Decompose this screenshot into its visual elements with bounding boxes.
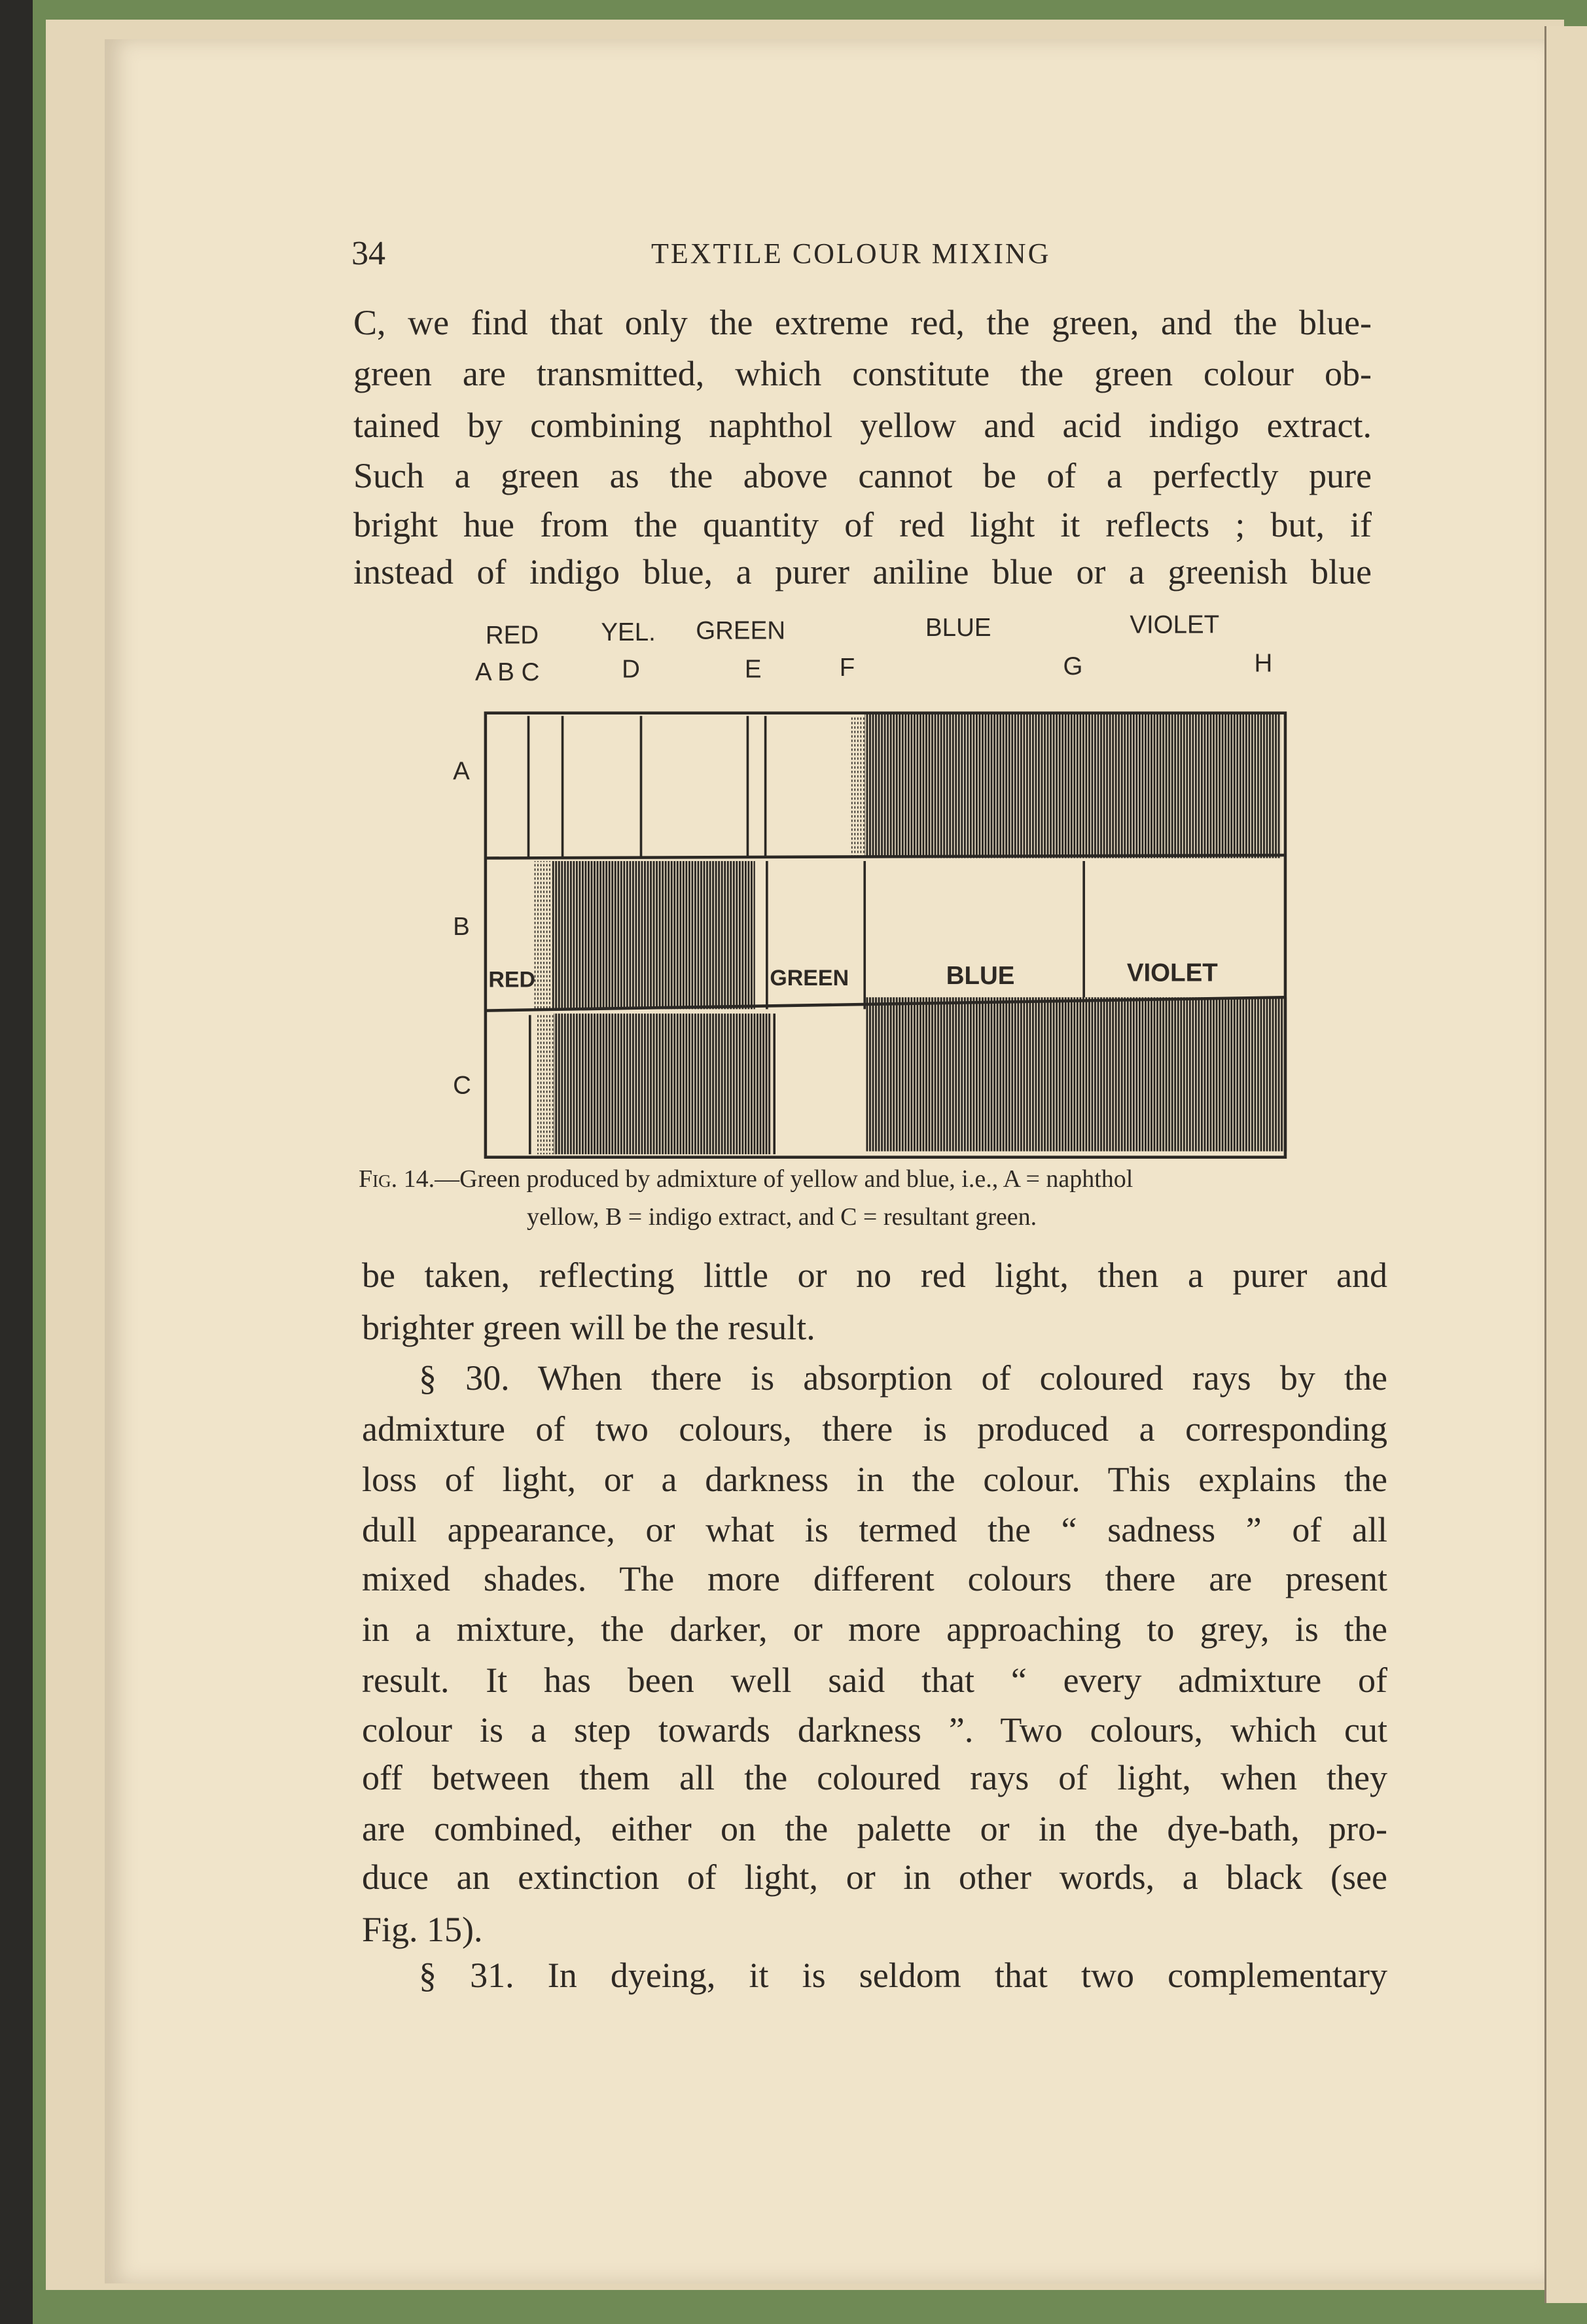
text-line: § 30. When there is absorption of coloured rays by the bbox=[419, 1358, 1387, 1398]
text-line: be taken, reflecting little or no red light, then a purer and bbox=[362, 1256, 1387, 1295]
text-line: mixed shades. The more different colours there are present bbox=[362, 1559, 1387, 1598]
text-line: loss of light, or a darkness in the colour. This explains the bbox=[362, 1460, 1387, 1499]
label-blue: BLUE bbox=[925, 614, 991, 643]
label-red: RED bbox=[485, 621, 539, 650]
line-label-h: H bbox=[1254, 649, 1273, 678]
line-label-d: D bbox=[622, 655, 640, 684]
line-label-abc: A B C bbox=[475, 658, 540, 686]
label-green: GREEN bbox=[696, 616, 786, 645]
text-line: Such a green as the above cannot be of a perfectly pure bbox=[353, 456, 1372, 495]
adjacent-page-edge bbox=[1544, 26, 1587, 2303]
text-line: brighter green will be the result. bbox=[362, 1308, 815, 1347]
running-title: TEXTILE COLOUR MIXING bbox=[651, 238, 1051, 270]
figure-caption bbox=[359, 1165, 1133, 1193]
band-label-green: GREEN bbox=[770, 966, 849, 991]
text-line: § 31. In dyeing, it is seldom that two complementary bbox=[419, 1956, 1387, 1995]
label-yellow: YEL. bbox=[601, 618, 656, 646]
line-label-e: E bbox=[744, 655, 762, 684]
text-line: admixture of two colours, there is produced a corresponding bbox=[362, 1409, 1387, 1449]
band-label-blue: BLUE bbox=[946, 961, 1015, 990]
row-a-naphthol-yellow bbox=[529, 713, 1281, 858]
line-label-f: F bbox=[839, 654, 855, 682]
page-number: 34 bbox=[351, 235, 385, 272]
text-line: tained by combining naphthol yellow and acid indigo extract. bbox=[353, 406, 1372, 445]
text-line: duce an extinction of light, or in other words, a black (see bbox=[362, 1857, 1387, 1897]
text-line: in a mixture, the darker, or more approaching to grey, is the bbox=[362, 1610, 1387, 1649]
row-label-b: B bbox=[453, 913, 470, 942]
text-line: colour is a step towards darkness ”. Two colours, which cut bbox=[362, 1710, 1387, 1750]
text-line: bright hue from the quantity of red light it reflects ; but, if bbox=[353, 505, 1372, 544]
caption-line-2: yellow, B = indigo extract, and C = resultant green. bbox=[527, 1203, 1037, 1231]
row-b-indigo-extract bbox=[488, 861, 1218, 1009]
text-line: green are transmitted, which constitute the green colour ob- bbox=[353, 354, 1372, 393]
band-label-red: RED bbox=[488, 967, 536, 993]
row-label-c: C bbox=[453, 1071, 471, 1100]
row-c-resultant-green bbox=[530, 997, 1287, 1154]
text-line: dull appearance, or what is termed the “ sadness ” of all bbox=[362, 1510, 1387, 1549]
line-label-g: G bbox=[1063, 652, 1083, 680]
text-line: Fig. 15). bbox=[362, 1910, 483, 1949]
text-line: off between them all the coloured rays of light, when they bbox=[362, 1758, 1387, 1797]
row-label-a: A bbox=[453, 757, 470, 786]
text-line: are combined, either on the palette or in the dye-bath, pro- bbox=[362, 1809, 1387, 1848]
text-line: result. It has been well said that “ every admixture of bbox=[362, 1661, 1387, 1700]
caption-line-1: —Green produced by admixture of yellow and blue, i.e., A = naphthol bbox=[435, 1165, 1133, 1193]
figure-14-spectrum-diagram bbox=[445, 602, 1315, 1165]
text-line: instead of indigo blue, a purer aniline blue or a greenish blue bbox=[353, 552, 1372, 591]
band-label-violet: VIOLET bbox=[1126, 959, 1218, 987]
label-violet: VIOLET bbox=[1130, 610, 1220, 639]
text-line: C, we find that only the extreme red, the green, and the blue- bbox=[353, 303, 1372, 342]
caption-fig-number: Fig. 14. bbox=[359, 1165, 435, 1193]
